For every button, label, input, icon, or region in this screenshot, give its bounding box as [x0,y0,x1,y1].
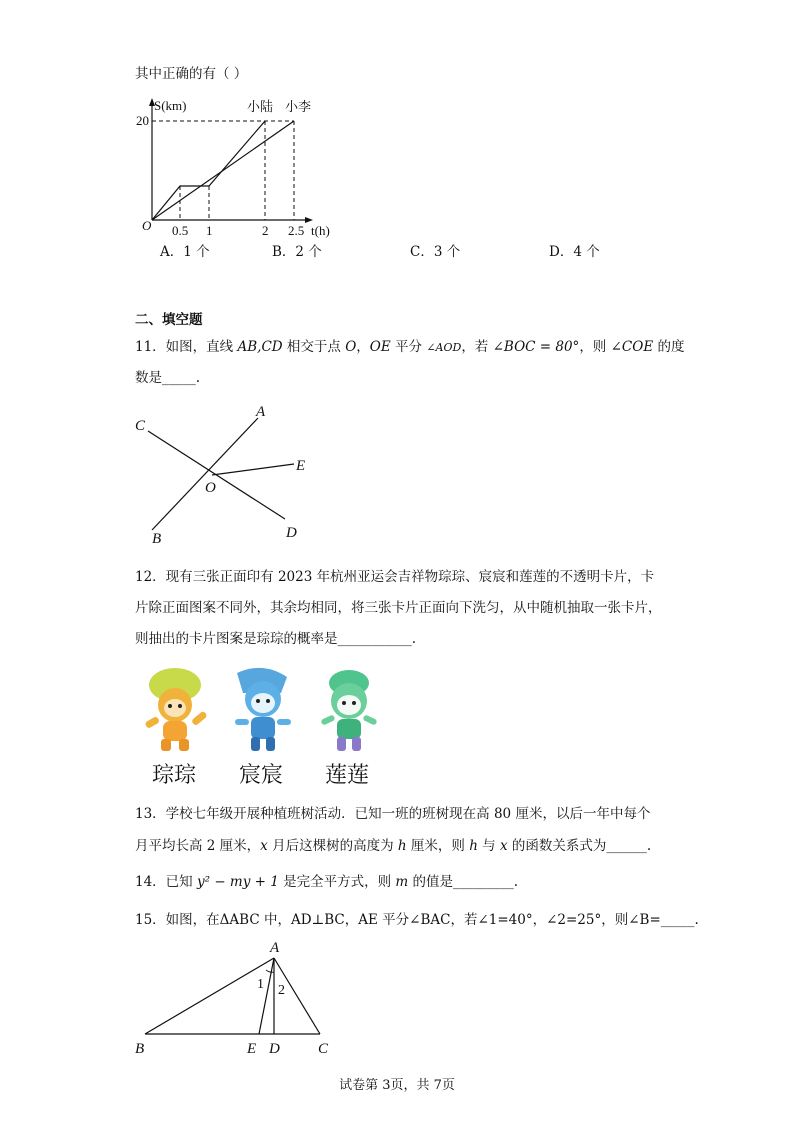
label-b: B [135,1041,145,1057]
mascot-chenchen-image [235,668,291,751]
x-axis-label: t(h) [311,223,330,238]
q10-option-c: C．3 个 [410,244,461,260]
label-angle-2: 2 [278,983,285,998]
q13-line1: 13．学校七年级开展种植班树活动．已知一班的班树现在高 80 厘米，以后一年中每个 [135,806,651,822]
line-xiaoli [152,121,294,220]
q10-option-d: D．4 个 [549,244,600,260]
line-ab [152,418,258,530]
section-heading: 二、填空题 [135,312,203,328]
label-e: E [296,458,306,474]
label-o: O [205,480,216,496]
label-angle-1: 1 [257,977,264,992]
x-tick-2: 2 [262,223,269,238]
q12-line1: 12．现有三张正面印有 2023 年杭州亚运会吉祥物琮琮、宸宸和莲莲的不透明卡片，卡 [135,569,655,585]
q13-line2: 月平均长高 2 厘米，x 月后这棵树的高度为 h 厘米，则 h 与 x 的函数关系式为______. [135,838,652,854]
label-c: C [318,1041,329,1057]
mascot-illustrations [135,663,395,758]
label-c: C [135,418,146,434]
label-xiaolu: 小陆 [247,99,274,114]
q10-stem: 其中正确的有（ ） [135,66,248,82]
x-tick-2.5: 2.5 [288,223,305,238]
mascot-label-chenchen: 宸宸 [239,763,284,788]
y-axis-label: S(km) [154,98,187,113]
label-xiaoli: 小李 [285,99,312,114]
q11-line1: 11．如图，直线 AB,CD 相交于点 O，OE 平分 ∠AOD，若 ∠BOC = 80°，则 ∠COE 的度 [135,339,685,355]
label-d: D [269,1041,280,1057]
label-a: A [270,940,280,956]
side-ab [145,958,274,1034]
label-d: D [286,525,297,541]
mascot-label-lianlian: 莲莲 [325,763,370,788]
mascot-lianlian-image [320,670,377,751]
y-tick-20: 20 [136,113,149,128]
q10-distance-time-graph [130,92,350,240]
q12-line2: 片除正面图案不同外，其余均相同，将三张卡片正面向下洗匀，从中随机抽取一张卡片， [135,600,662,616]
segment-ae [259,958,274,1034]
label-a: A [256,404,266,420]
q15-line: 15．如图，在ΔABC 中，AD⊥BC，AE 平分∠BAC，若∠1=40°，∠2=25°，则∠B=_____. [135,912,699,928]
q14-line: 14．已知 y² − my + 1 是完全平方式，则 m 的值是_________. [135,874,519,890]
q12-line3: 则抽出的卡片图案是琮琮的概率是___________. [135,631,417,647]
x-tick-0.5: 0.5 [172,223,189,238]
mascot-label-congcong: 琮琮 [152,763,197,788]
x-tick-1: 1 [206,223,213,238]
origin-label: O [142,218,152,233]
ray-oe [212,464,294,475]
line-xiaolu [152,121,265,220]
page-footer: 试卷第 3页，共 7页 [339,1078,455,1093]
q11-line2: 数是_____. [135,370,201,386]
q10-option-b: B．2 个 [272,244,322,260]
q11-figure [130,398,320,548]
angle-mark [266,970,274,972]
mascot-congcong-image [144,668,207,751]
q10-option-a: A．1 个 [160,244,210,260]
label-b: B [152,531,162,547]
label-e: E [247,1041,257,1057]
q15-triangle-figure [130,936,340,1064]
